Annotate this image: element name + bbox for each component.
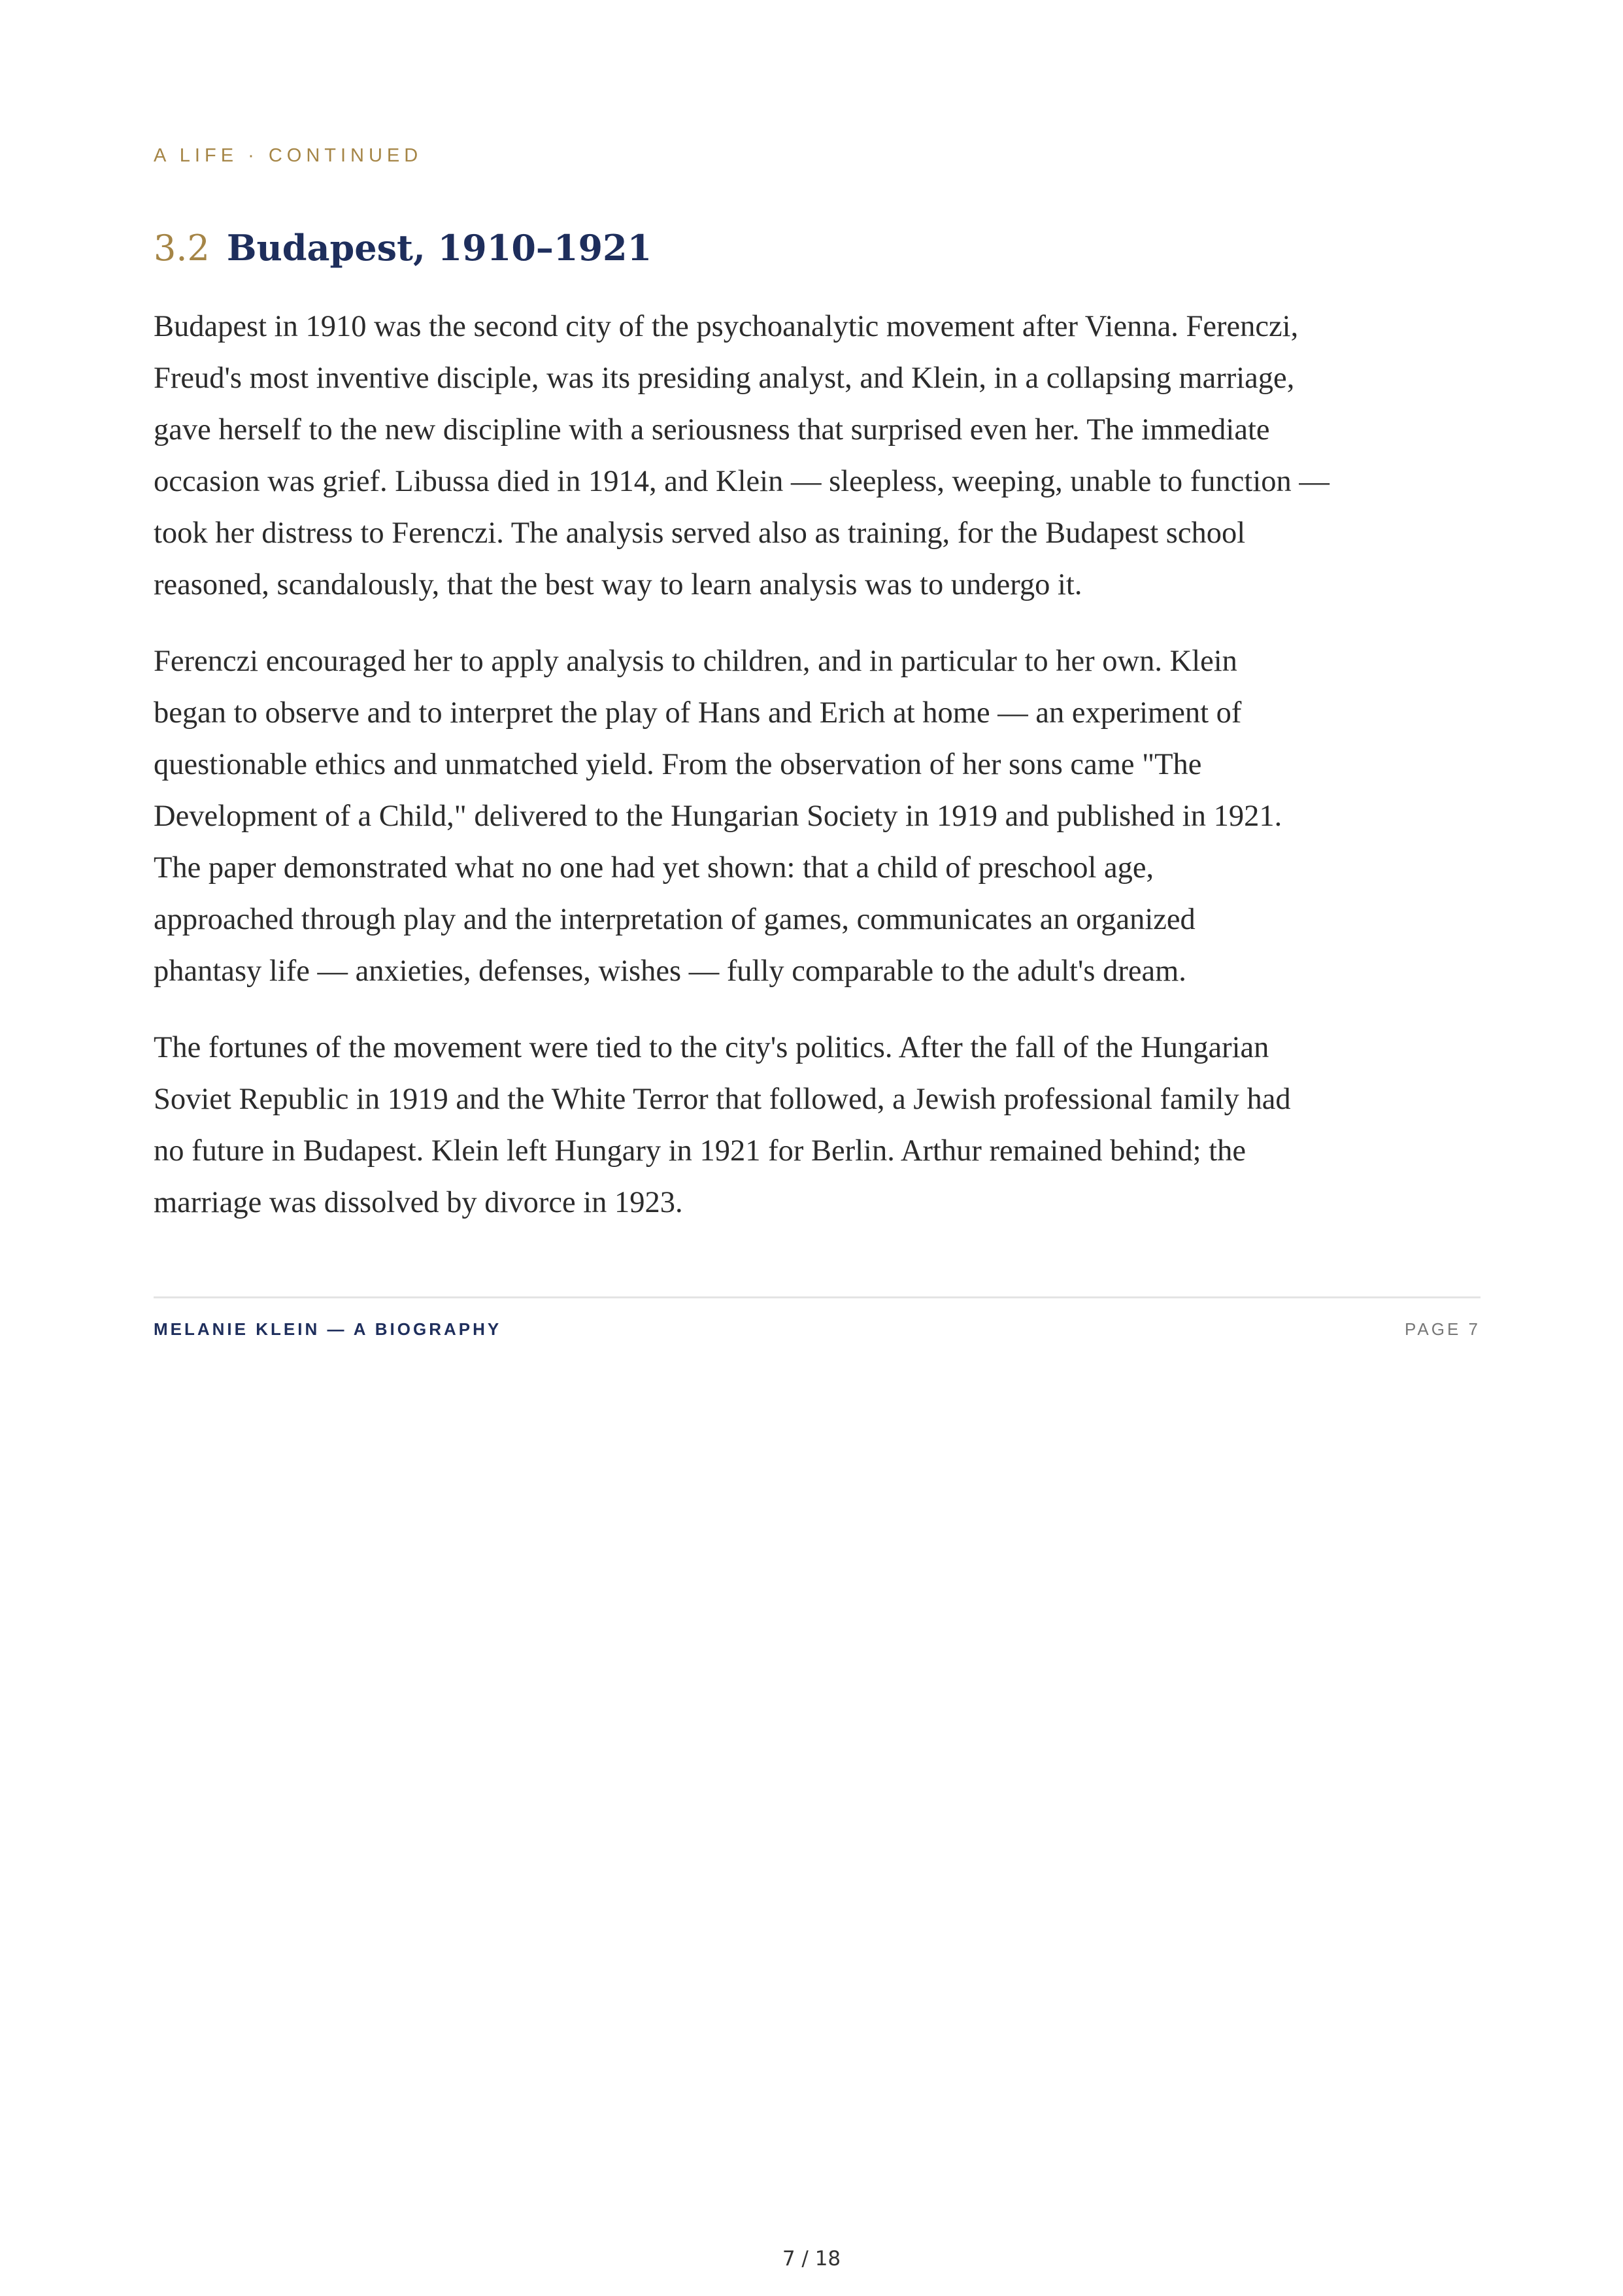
text-line: Freud's most inventive disciple, was its presiding analyst, and Klein, in a collapsing marriage, [154, 362, 1295, 395]
text-line: occasion was grief. Libussa died in 1914, and Klein — sleepless, weeping, unable to function — [154, 465, 1330, 498]
text-line: The paper demonstrated what no one had yet shown: that a child of preschool age, [154, 851, 1154, 885]
text-line: no future in Budapest. Klein left Hungary in 1921 for Berlin. Arthur remained behind; the [154, 1134, 1247, 1168]
text-line: phantasy life — anxieties, defenses, wishes — fully comparable to the adult's dream. [154, 954, 1186, 988]
section-number: 3.2 [154, 228, 210, 269]
running-head: A LIFE · CONTINUED [154, 145, 423, 166]
text-line: gave herself to the new discipline with a seriousness that surprised even her. The immediate [154, 413, 1270, 447]
text-line: The fortunes of the movement were tied to the city's politics. After the fall of the Hungarian [154, 1031, 1269, 1064]
text-line: took her distress to Ferenczi. The analysis served also as training, for the Budapest school [154, 516, 1246, 550]
text-line: questionable ethics and unmatched yield. From the observation of her sons came "The [154, 748, 1202, 781]
body-text [154, 301, 1481, 1253]
text-line: Ferenczi encouraged her to apply analysis to children, and in particular to her own. Klein [154, 645, 1237, 678]
text-line: approached through play and the interpretation of games, communicates an organized [154, 903, 1196, 936]
text-line: began to observe and to interpret the play of Hans and Erich at home — an experiment of [154, 696, 1242, 730]
paragraph-1 [154, 301, 1481, 611]
paragraph-2 [154, 635, 1481, 997]
text-line: Soviet Republic in 1919 and the White Terror that followed, a Jewish professional family had [154, 1083, 1291, 1116]
paragraph-3 [154, 1022, 1481, 1228]
text-line: reasoned, scandalously, that the best way to learn analysis was to undergo it. [154, 568, 1082, 601]
section-title: Budapest, 1910–1921 [226, 227, 652, 269]
section-heading [154, 227, 652, 269]
text-line: Budapest in 1910 was the second city of the psychoanalytic movement after Vienna. Ferenczi, [154, 310, 1299, 343]
text-line: Development of a Child," delivered to the Hungarian Society in 1919 and published in 1921. [154, 800, 1282, 833]
page-counter: 7 / 18 [782, 2247, 841, 2271]
footer-divider [154, 1296, 1481, 1298]
footer-book-title: MELANIE KLEIN — A BIOGRAPHY [154, 1319, 502, 1339]
text-line: marriage was dissolved by divorce in 1923. [154, 1186, 683, 1219]
footer-page-label: PAGE 7 [1404, 1319, 1481, 1339]
